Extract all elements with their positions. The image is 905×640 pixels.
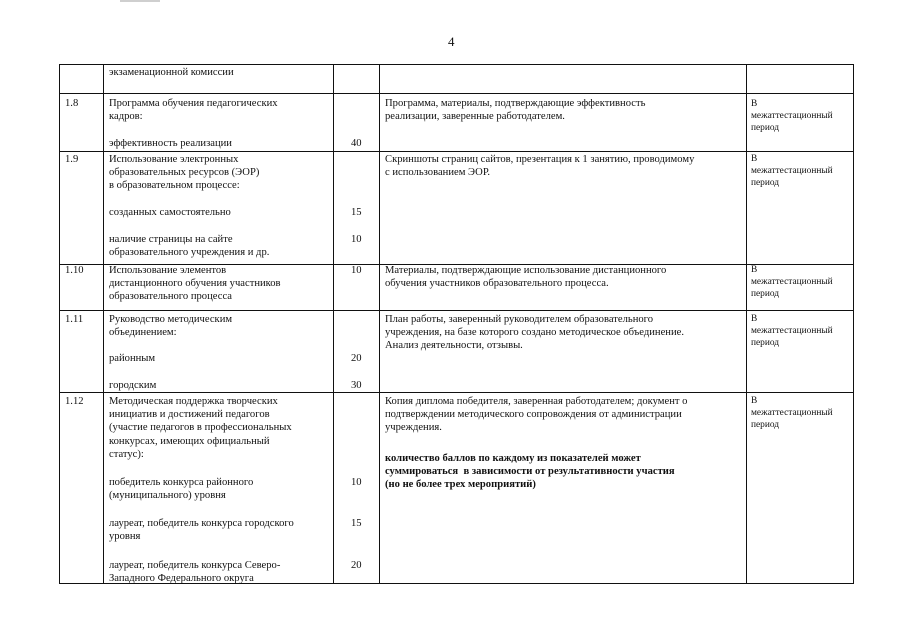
criterion-title: Использование элементов дистанционного обучения участников образовательного процесса [109,265,281,303]
row-number: 1.10 [65,265,84,276]
col-divider [103,65,104,583]
period-text: В межаттестационный период [751,154,833,188]
criterion-subitem: лауреат, победитель конкурса Северо- Западного Федерального округа [109,560,281,585]
period-text: В межаттестационный период [751,396,833,430]
criterion-title: Программа обучения педагогических кадров: [109,98,278,123]
criteria-table [59,64,854,584]
criterion-title: Использование электронных образовательных ресурсов (ЭОР) в образовательном процессе: [109,154,260,192]
row-number: 1.9 [65,154,79,165]
evidence-text: Копия диплома победителя, заверенная работодателем; документ о подтверждении методического сопровождения от администрации учреждения. [385,396,688,434]
points-value: 20 [351,560,362,571]
points-value: 40 [351,138,362,149]
evidence-text: Скриншоты страниц сайтов, презентация к 1 занятию, проводимому с использованием ЭОР. [385,154,695,179]
page-number: 4 [448,34,455,49]
row-number: 1.11 [65,314,84,325]
col-divider [746,65,747,583]
period-text: В межаттестационный период [751,99,833,133]
row-divider [60,151,853,152]
row-divider [60,392,853,393]
col-divider [333,65,334,583]
criterion-subitem: районным [109,353,156,364]
evidence-text: План работы, заверенный руководителем образовательного учреждения, на базе которого создано методическое объединение. Анализ деятельности, отзывы. [385,314,684,352]
continued-criterion-text: экзаменационной комиссии [109,67,234,78]
criterion-subitem: городским [109,380,157,391]
period-text: В межаттестационный период [751,314,833,348]
criterion-subitem: наличие страницы на сайте образовательного учреждения и др. [109,234,270,259]
points-value: 10 [351,265,362,276]
row-number: 1.12 [65,396,84,407]
evidence-text: Материалы, подтверждающие использование дистанционного обучения участников образовательного процесса. [385,265,667,290]
points-value: 15 [351,207,362,218]
criterion-title: Методическая поддержка творческих инициатив и достижений педагогов (участие педагогов в профессиональных конкурсах, имеющих официальный статус): [109,396,292,460]
criterion-subitem: эффективность реализации [109,138,232,149]
criterion-subitem: победитель конкурса районного (муниципального) уровня [109,477,254,502]
points-value: 20 [351,353,362,364]
criterion-subitem: созданных самостоятельно [109,207,231,218]
col-divider [379,65,380,583]
row-number: 1.8 [65,98,79,109]
points-value: 10 [351,477,362,488]
criterion-subitem: лауреат, победитель конкурса городского уровня [109,518,294,543]
evidence-text: Программа, материалы, подтверждающие эффективность реализации, заверенные работодателем. [385,98,646,123]
row-divider [60,93,853,94]
scoring-note: количество баллов по каждому из показателей может суммироваться в зависимости от результативности участия (но не более трех мероприятий) [385,453,675,491]
points-value: 30 [351,380,362,391]
points-value: 10 [351,234,362,245]
period-text: В межаттестационный период [751,265,833,299]
scan-edge-mark [120,0,160,2]
row-divider [60,310,853,311]
points-value: 15 [351,518,362,529]
criterion-title: Руководство методическим объединением: [109,314,233,339]
